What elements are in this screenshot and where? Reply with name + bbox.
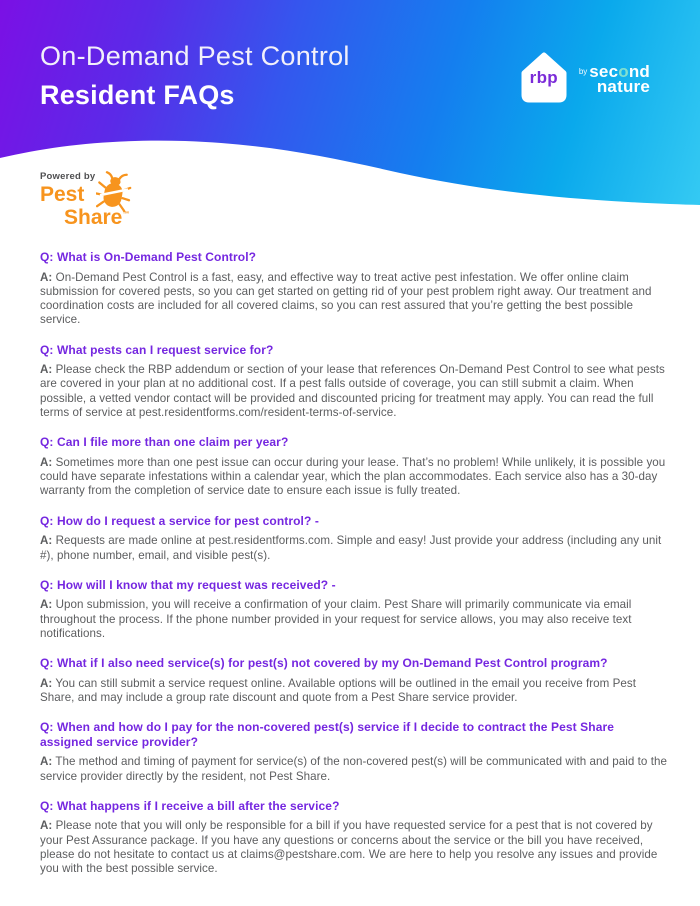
faq-question: Q: When and how do I pay for the non-covered pest(s) service if I decide to contract the Pest Share assigned service provider? [40,720,615,749]
faq-list [40,250,668,892]
faq-answer: A: Requests are made online at pest.residentforms.com. Simple and easy! Just provide your address (including any unit #), phone number, email, and visible pest(s). [40,534,662,562]
faq-question: Q: Can I file more than one claim per year? [40,435,289,450]
faq-question: Q: What pests can I request service for? [40,342,274,357]
faq-item [40,343,668,421]
faq-answer: A: Sometimes more than one pest issue can occur during your lease. That’s no problem! While unlikely, it is possible you could have separate infestations within a calendar year, which the plan accommodates. Each service also has a 30-day warranty from the completion of service date to ensure each issue is fully treated. [40,455,666,498]
faq-question: Q: What if I also need service(s) for pest(s) not covered by my On-Demand Pest Control program? [40,656,608,671]
nature-word: nature [596,77,650,96]
page-subtitle: Resident FAQs [40,80,235,110]
faq-answer: A: You can still submit a service request online. Available options will be outlined in the email you receive from Pest Share, and may include a group rate discount and quote from a Pest Share service provider. [40,676,637,705]
trademark-symbol: ™ [122,211,130,218]
faq-question: Q: What happens if I receive a bill after the service? [40,798,340,813]
by-label: by [578,67,588,76]
faq-item [40,435,668,498]
pestshare-logo [40,171,180,227]
faq-answer: A: Please note that you will only be responsible for a bill if you have requested service for a pest that is not covered by your Pest Assurance package. If you have any questions or concerns about the service or the bill you have received, please do not hesitate to contact us at claims@pestshare.com. We are here to help you resolve any issues and provide you with the best possible service. [40,819,658,876]
hero-titles [40,41,350,111]
faq-item [40,656,668,705]
faq-question: Q: What is On-Demand Pest Control? [40,250,257,264]
pestshare-word-pest: Pest [40,183,85,206]
second-word: second [589,62,650,81]
faq-answer: A: Please check the RBP addendum or section of your lease that references On-Demand Pest Control to see what pests are covered in your plan at no additional cost. If a pest falls outside of coverage, you can still submit a claim. When possible, a vetted vendor contact will be provided and discounted pricing for treatment may apply. You can read the full terms of service at pest.residentforms.com/resident-terms-of-service. [40,363,665,420]
page-title: On-Demand Pest Control [40,41,350,71]
faq-answer: A: Upon submission, you will receive a confirmation of your claim. Pest Share will primarily communicate via email throughout the process. If the phone number provided in your request for service allows, you may also receive text notifications. [40,598,632,640]
faq-item [40,720,668,784]
second-o-accent: o [618,62,629,81]
faq-question: Q: How will I know that my request was received? - [40,577,336,592]
faq-item [40,514,668,563]
faq-answer: A: The method and timing of payment for service(s) of the non-covered pest(s) will be communicated with and paid to the service provider directly by the resident, not Pest Share. [40,755,667,783]
powered-by-label: Powered by [40,171,96,182]
faq-question: Q: How do I request a service for pest control? - [40,513,319,528]
faq-item [40,250,668,328]
rbp-house-icon [518,49,570,105]
rbp-logo-text: rbp [529,68,558,87]
faq-item [40,578,668,641]
bug-icon [96,171,134,213]
faq-answer: A: On-Demand Pest Control is a fast, easy, and effective way to treat active pest infestation. We offer online claim submission for covered pests, so you can get started on getting rid of your pest problem right away. Our treatment and coordination costs are included for all covered claims, so you can rest assured that you’re getting the best possible service. [40,270,652,327]
faq-item [40,799,668,877]
pestshare-word-share: Share™ [64,206,130,229]
rbp-second-nature-logo [518,49,650,105]
second-nature-wordmark [579,60,650,94]
